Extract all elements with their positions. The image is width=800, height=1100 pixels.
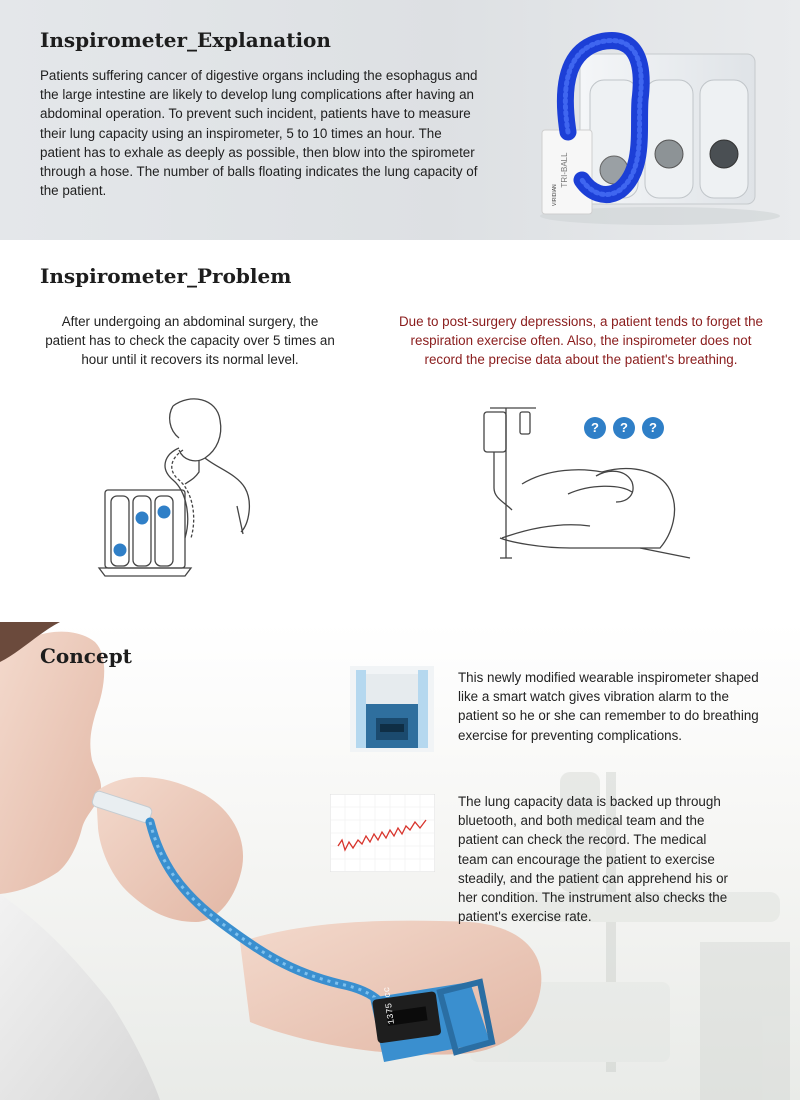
patient-using-inspirometer-sketch: [95, 388, 265, 583]
tri-ball-inspirometer-photo: [520, 20, 780, 230]
problem-right-text: Due to post-surgery depressions, a patient tends to forget the respiration exercise often. Also, the inspirometer does not record the precise data about the patient's breathing.: [399, 314, 763, 368]
problem-left-text: After undergoing an abdominal surgery, the patient has to check the capacity over 5 times an hour until it recovers its normal level.: [45, 314, 335, 368]
concept-description-1: This newly modified wearable inspirometer shaped like a smart watch gives vibration alarm to the patient so he or she can remember to do breathing exercise for preventing complications.: [458, 670, 759, 743]
problem-title: Inspirometer_Problem: [40, 264, 292, 288]
device-label-text: TRI-BALL: [560, 152, 569, 188]
watch-readout-text: 1375 cc: [381, 986, 397, 1025]
explanation-body: Patients suffering cancer of digestive organs including the esophagus and the large intestine are likely to develop lung complications after having an abdominal operation. To prevent such incident, patients have to measure their lung capacity using an inspirometer, 5 to 10 times an hour. The patient has to exhale as deeply as possible, then blow into the spirometer through a hose. The number of balls floating indicates the lung capacity of the patient.: [40, 68, 478, 199]
question-mark-icon: ?: [584, 417, 606, 439]
concept-section: [0, 622, 800, 1100]
lung-capacity-graph-thumbnail: [330, 794, 435, 872]
concept-title: Concept: [40, 644, 132, 668]
explanation-section: [0, 0, 800, 240]
wearable-inspirometer-thumbnail: [350, 666, 434, 752]
concept-description-2: The lung capacity data is backed up through bluetooth, and both medical team and the patient can check the record. The medical team can encourage the patient to exercise steadily, and the patient can apprehend his or her condition. The instrument also checks the patient's exercise rate.: [458, 794, 728, 925]
explanation-title: Inspirometer_Explanation: [40, 28, 331, 52]
question-marks: [584, 417, 664, 439]
question-mark-icon: ?: [642, 417, 664, 439]
device-brand-text: VIRIDIAN: [552, 184, 558, 206]
question-mark-icon: ?: [613, 417, 635, 439]
